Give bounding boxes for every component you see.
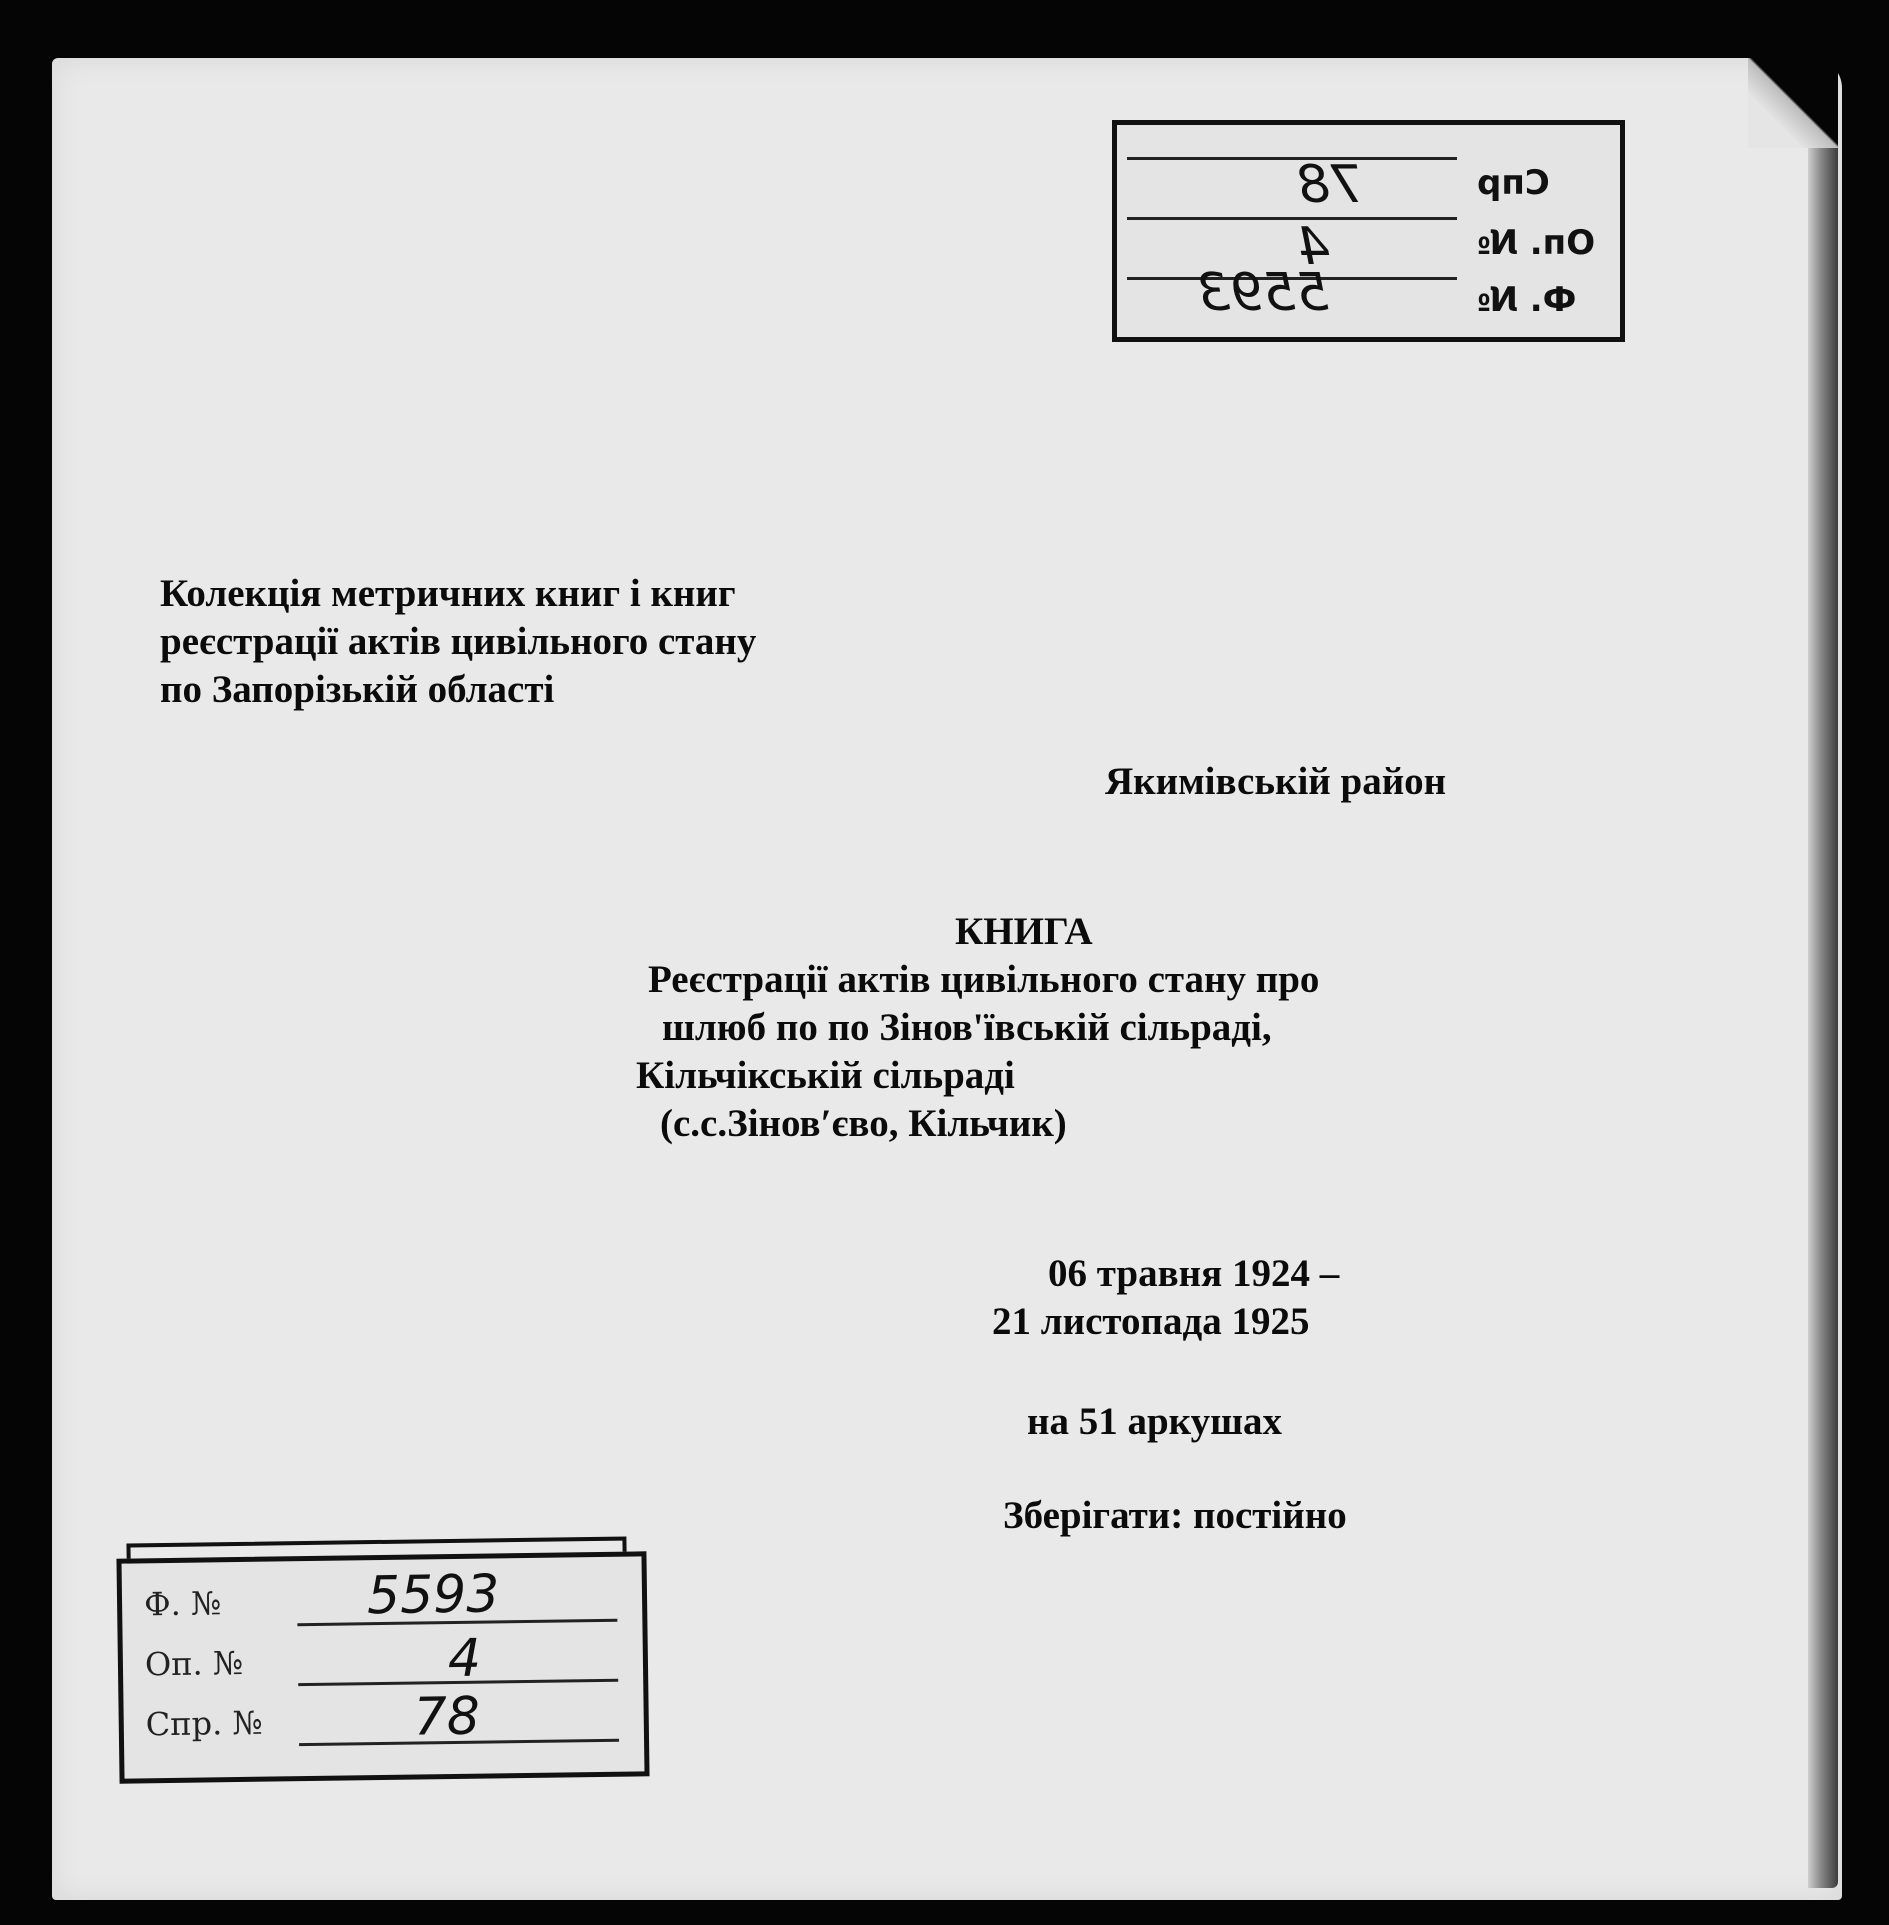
collection-title-line-3: по Запорізькій області bbox=[160, 668, 555, 711]
stamp-line bbox=[1127, 157, 1457, 160]
stamp-bottom-fond-label: Ф. № bbox=[143, 1584, 222, 1624]
stamp-bottom-fond-value: 5593 bbox=[366, 1564, 500, 1627]
stamp-bottom-inventory-value: 4 bbox=[447, 1628, 482, 1690]
page-edge bbox=[1808, 88, 1838, 1888]
collection-title-line-2: реєстрації актів цивільного стану bbox=[160, 620, 757, 663]
subtitle-line-1: Реєстрації актів цивільного стану про bbox=[648, 958, 1320, 1001]
archive-stamp-top bbox=[1112, 120, 1625, 342]
stamp-bottom-inventory-label: Оп. № bbox=[144, 1643, 244, 1684]
stamp-bottom-file-value: 78 bbox=[413, 1686, 481, 1748]
sheet-count: на 51 аркушах bbox=[1027, 1400, 1283, 1443]
stamp-line bbox=[1127, 217, 1457, 220]
retention-period: Зберігати: постійно bbox=[1003, 1494, 1347, 1537]
district-name: Якимівській район bbox=[1105, 760, 1447, 803]
date-range-start: 06 травня 1924 – bbox=[1048, 1252, 1340, 1295]
corner-fold bbox=[1748, 58, 1838, 148]
stamp-top-file-value: 78 bbox=[1297, 155, 1364, 215]
book-title: КНИГА bbox=[955, 910, 1093, 953]
stamp-top-inventory-value: 4 bbox=[1297, 217, 1331, 277]
stamp-top-fond-label: Ф. № bbox=[1477, 280, 1577, 320]
stamp-top-inventory-label: Оп. № bbox=[1477, 223, 1596, 263]
stamp-top-file-label: Спр bbox=[1477, 163, 1550, 203]
collection-title-line-1: Колекція метричних книг і книг bbox=[160, 572, 736, 615]
subtitle-line-3: Кільчікській сільраді bbox=[636, 1054, 1015, 1097]
archive-stamp-bottom bbox=[116, 1551, 649, 1783]
stamp-top-fond-value: 5593 bbox=[1197, 263, 1330, 323]
subtitle-line-2: шлюб по по Зінов'ївській сільраді, bbox=[662, 1006, 1272, 1049]
stamp-bottom-file-label: Спр. № bbox=[145, 1703, 263, 1744]
date-range-end: 21 листопада 1925 bbox=[992, 1300, 1310, 1343]
subtitle-line-4: (с.с.Зінов′єво, Кільчик) bbox=[660, 1102, 1067, 1145]
